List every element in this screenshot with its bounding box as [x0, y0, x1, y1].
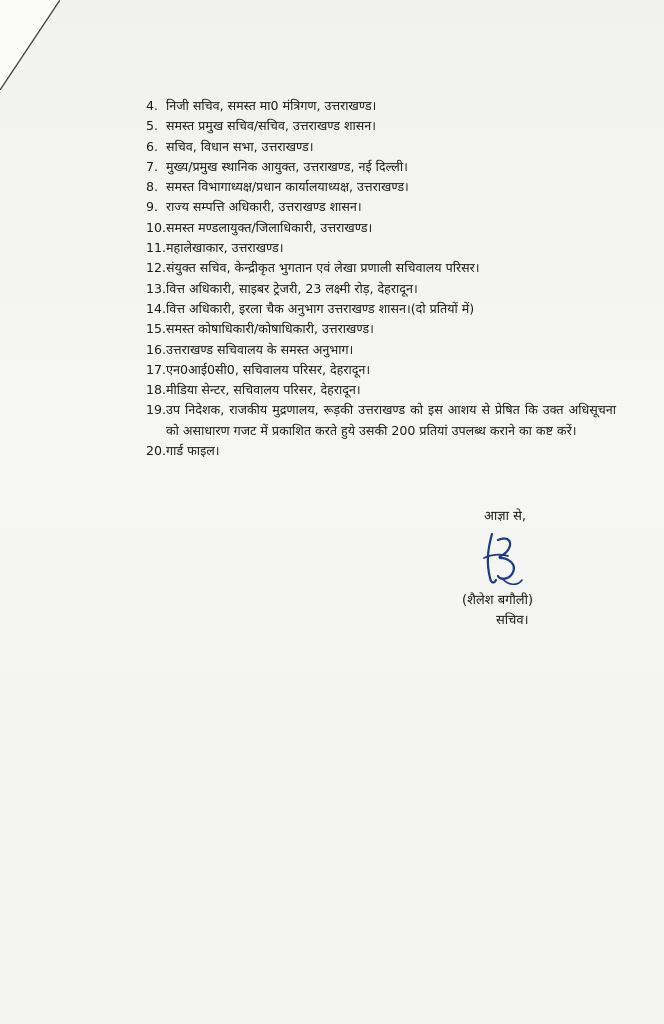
- list-item: [146, 218, 616, 238]
- list-item: [146, 380, 616, 400]
- item-number: 16.: [146, 341, 167, 357]
- item-text: उप निदेशक, राजकीय मुद्रणालय, रूड़की उत्तराखण्ड को इस आशय से प्रेषित कि उक्त अधिसूचना को असाधारण गजट में प्रकाशित करते हुये उसकी 200 प्रतियां उपलब्ध कराने का कष्ट करें।: [166, 402, 616, 438]
- page-corner-fold: [0, 0, 60, 90]
- list-item: [146, 441, 616, 461]
- item-number: 5.: [146, 118, 159, 134]
- item-number: 17.: [146, 361, 167, 377]
- item-text: वित्त अधिकारी, इरला चैक अनुभाग उत्तराखण्ड शासन।(दो प्रतियों में): [166, 300, 475, 316]
- item-text: गार्ड फाइल।: [166, 443, 220, 459]
- list-item: [146, 360, 616, 380]
- item-number: 14.: [146, 300, 167, 316]
- item-text: वित्त अधिकारी, साइबर ट्रेजरी, 23 लक्ष्मी रोड़, देहरादून।: [166, 280, 418, 296]
- item-number: 19.: [146, 402, 167, 418]
- item-text: महालेखाकार, उत्तराखण्ड।: [166, 240, 284, 256]
- item-number: 10.: [146, 219, 167, 235]
- list-item: [146, 197, 616, 217]
- item-text: उत्तराखण्ड सचिवालय के समस्त अनुभाग।: [166, 341, 354, 357]
- list-item: [146, 157, 616, 177]
- list-item: [146, 319, 616, 339]
- item-number: 20.: [146, 443, 167, 459]
- list-item: [146, 258, 616, 278]
- item-text: समस्त विभागाध्यक्ष/प्रधान कार्यालयाध्यक्ष, उत्तराखण्ड।: [166, 179, 409, 195]
- item-number: 11.: [146, 240, 167, 256]
- item-text: समस्त प्रमुख सचिव/सचिव, उत्तराखण्ड शासन।: [166, 118, 377, 134]
- item-number: 12.: [146, 260, 167, 276]
- item-number: 8.: [146, 179, 159, 195]
- item-number: 9.: [146, 199, 159, 215]
- item-number: 7.: [146, 158, 159, 174]
- list-item: [146, 279, 616, 299]
- list-item: [146, 116, 616, 136]
- item-number: 6.: [146, 138, 159, 154]
- item-number: 15.: [146, 321, 167, 337]
- item-text: समस्त मण्डलायुक्त/जिलाधिकारी, उत्तराखण्ड।: [166, 219, 373, 235]
- list-item: [146, 137, 616, 157]
- item-number: 4.: [146, 98, 159, 113]
- list-item: [146, 299, 616, 319]
- item-text: एन0आई0सी0, सचिवालय परिसर, देहरादून।: [166, 361, 371, 377]
- list-item: [146, 177, 616, 197]
- item-text: निजी सचिव, समस्त मा0 मंत्रिगण, उत्तराखण्ड।: [166, 98, 377, 113]
- item-text: संयुक्त सचिव, केन्द्रीकृत भुगतान एवं लेखा प्रणाली सचिवालय परिसर।: [166, 260, 480, 276]
- item-text: समस्त कोषाधिकारी/कोषाधिकारी, उत्तराखण्ड।: [166, 321, 374, 337]
- handwritten-signature: [478, 528, 528, 590]
- item-text: मीडिया सेन्टर, सचिवालय परिसर, देहरादून।: [166, 382, 361, 398]
- signatory-name: (शैलेश बगौली): [462, 593, 534, 608]
- list-item: [146, 400, 616, 441]
- item-text: राज्य सम्पत्ति अधिकारी, उत्तराखण्ड शासन।: [166, 199, 362, 215]
- distribution-list: [146, 96, 616, 462]
- item-number: 18.: [146, 382, 167, 398]
- by-order-text: आज्ञा से,: [484, 509, 527, 524]
- item-number: 13.: [146, 280, 167, 296]
- signatory-designation: सचिव।: [496, 613, 529, 628]
- list-item: [146, 238, 616, 258]
- list-item: [146, 96, 616, 116]
- item-text: सचिव, विधान सभा, उत्तराखण्ड।: [166, 138, 314, 154]
- list-item: [146, 340, 616, 360]
- item-text: मुख्य/प्रमुख स्थानिक आयुक्त, उत्तराखण्ड, नई दिल्ली।: [166, 158, 408, 174]
